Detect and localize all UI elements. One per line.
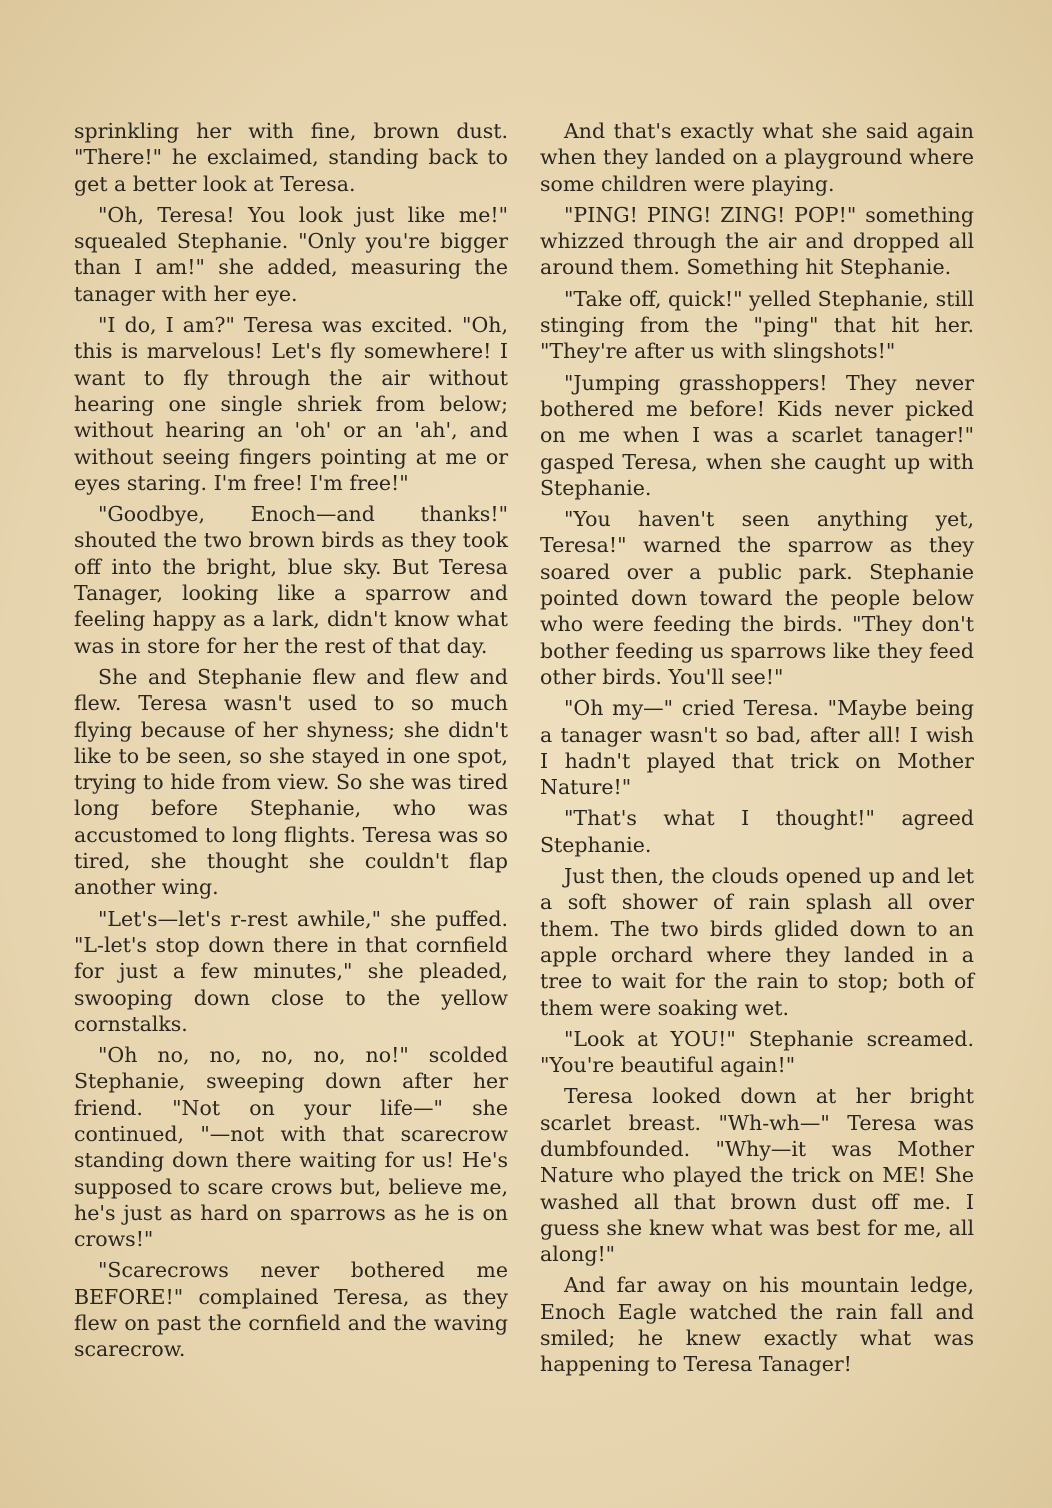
paragraph: "You haven't seen anything yet, Teresa!" warned the sparrow as they soared over a public park. Stephanie pointed down toward the people below who were feeding the birds. "They don't bother feeding us sparrows like they feed other birds. You'll see!" — [540, 507, 974, 689]
paragraph: And far away on his mountain ledge, Enoch Eagle watched the rain fall and smiled; he knew exactly what was happening to Teresa Tanager! — [540, 1273, 974, 1377]
paragraph: "I do, I am?" Teresa was excited. "Oh, this is marvelous! Let's fly somewhere! I want to fly through the air without hearing one single shriek from below; without hearing an 'oh' or an 'ah', and without seeing fingers pointing at me or eyes staring. I'm free! I'm free!" — [74, 313, 508, 495]
paragraph: "Jumping grasshoppers! They never bothered me before! Kids never picked on me when I was a scarlet tanager!" gasped Teresa, when she caught up with Stephanie. — [540, 370, 974, 500]
paragraph: "Let's—let's r-rest awhile," she puffed. "L-let's stop down there in that cornfield for just a few minutes," she pleaded, swooping down close to the yellow cornstalks. — [74, 906, 508, 1036]
paragraph: "Oh, Teresa! You look just like me!" squealed Stephanie. "Only you're bigger than I am!" she added, measuring the tanager with her eye. — [74, 202, 508, 306]
paragraph: "Scarecrows never bothered me BEFORE!" complained Teresa, as they flew on past the cornfield and the waving scarecrow. — [74, 1258, 508, 1362]
paragraph: Teresa looked down at her bright scarlet breast. "Wh-wh—" Teresa was dumbfounded. "Why—it was Mother Nature who played the trick on ME! She washed all that brown dust off me. I guess she knew what was best for me, all along!" — [540, 1084, 974, 1267]
paragraph: And that's exactly what she said again when they landed on a playground where some children were playing. — [540, 119, 974, 196]
paragraph: "Take off, quick!" yelled Stephanie, still stinging from the "ping" that hit her. "They're after us with slingshots!" — [540, 286, 974, 364]
paragraph: "Look at YOU!" Stephanie screamed. "You're beautiful again!" — [540, 1026, 974, 1078]
right-column — [540, 118, 974, 1383]
paragraph: "Oh my—" cried Teresa. "Maybe being a tanager wasn't so bad, after all! I wish I hadn't played that trick on Mother Nature!" — [540, 696, 974, 800]
paragraph: She and Stephanie flew and flew and flew. Teresa wasn't used to so much flying because of her shyness; she didn't like to be seen, so she stayed in one spot, trying to hide from view. So she was tired long before Stephanie, who was accustomed to long flights. Teresa was so tired, she thought she couldn't flap another wing. — [74, 664, 508, 900]
paragraph: "That's what I thought!" agreed Stephanie. — [540, 806, 974, 857]
paragraph: Just then, the clouds opened up and let a soft shower of rain splash all over them. The two birds glided down to an apple orchard where they landed in a tree to wait for the rain to stop; both of them were soaking wet. — [540, 864, 974, 1020]
paragraph: "PING! PING! ZING! POP!" something whizzed through the air and dropped all around them. Something hit Stephanie. — [540, 202, 974, 280]
paragraph: "Oh no, no, no, no, no!" scolded Stephanie, sweeping down after her friend. "Not on your life—" she continued, "—not with that scarecrow standing down there waiting for us! He's supposed to scare crows but, believe me, he's just as hard on sparrows as he is on crows!" — [74, 1043, 508, 1252]
left-column — [74, 118, 508, 1368]
paragraph: "Goodbye, Enoch—and thanks!" shouted the two brown birds as they took off into the bright, blue sky. But Teresa Tanager, looking like a sparrow and feeling happy as a lark, didn't know what was in store for her the rest of that day. — [74, 502, 508, 658]
paragraph: sprinkling her with fine, brown dust. "There!" he exclaimed, standing back to get a better look at Teresa. — [74, 119, 508, 196]
